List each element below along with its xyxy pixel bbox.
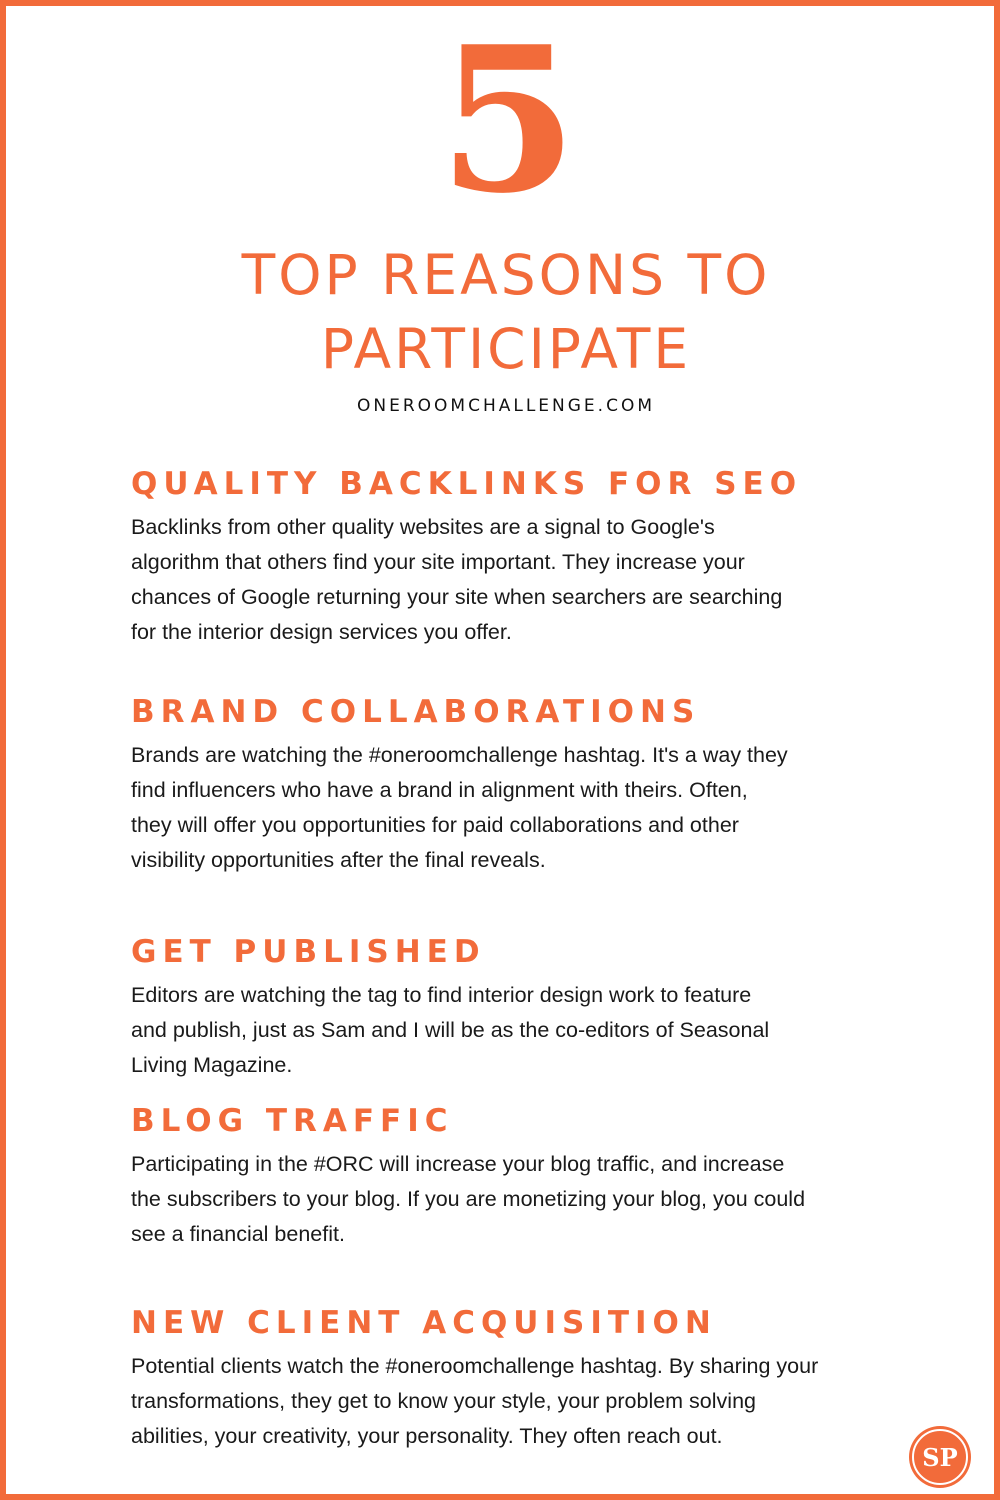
body-line: Backlinks from other quality websites are a signal to Google's xyxy=(131,515,715,539)
section-heading: BLOG TRAFFIC xyxy=(131,1103,454,1139)
section-brand-collaborations xyxy=(131,692,931,878)
body-line: Living Magazine. xyxy=(131,1053,293,1077)
body-line: abilities, your creativity, your personality. They often reach out. xyxy=(131,1424,723,1448)
page-title xyxy=(6,238,1000,386)
section-body xyxy=(131,738,931,878)
section-heading: NEW CLIENT ACQUISITION xyxy=(131,1305,717,1341)
body-line: they will offer you opportunities for paid collaborations and other xyxy=(131,813,739,837)
body-line: Editors are watching the tag to find interior design work to feature xyxy=(131,983,752,1007)
title-line-1: TOP REASONS TO xyxy=(241,243,771,307)
body-line: algorithm that others find your site important. They increase your xyxy=(131,550,745,574)
body-line: the subscribers to your blog. If you are monetizing your blog, you could xyxy=(131,1187,806,1211)
section-body xyxy=(131,1147,931,1252)
section-heading: BRAND COLLABORATIONS xyxy=(131,694,701,730)
big-number: 5 xyxy=(438,3,574,238)
body-line: transformations, they get to know your style, your problem solving xyxy=(131,1389,756,1413)
body-line: Participating in the #ORC will increase your blog traffic, and increase xyxy=(131,1152,785,1176)
body-line: Brands are watching the #oneroomchallenge hashtag. It's a way they xyxy=(131,743,788,767)
section-get-published xyxy=(131,932,931,1083)
section-blog-traffic xyxy=(131,1101,931,1252)
section-quality-backlinks xyxy=(131,464,931,650)
logo-text: SP xyxy=(922,1443,958,1472)
body-line: find influencers who have a brand in alignment with theirs. Often, xyxy=(131,778,748,802)
title-line-2: PARTICIPATE xyxy=(320,317,692,381)
section-body xyxy=(131,510,931,650)
section-heading: GET PUBLISHED xyxy=(131,934,486,970)
section-body xyxy=(131,978,931,1083)
body-line: chances of Google returning your site when searchers are searching xyxy=(131,585,783,609)
body-line: visibility opportunities after the final reveals. xyxy=(131,848,546,872)
body-line: see a financial benefit. xyxy=(131,1222,345,1246)
section-body xyxy=(131,1349,931,1454)
sp-monogram-icon xyxy=(909,1426,971,1488)
section-new-client-acquisition xyxy=(131,1303,931,1454)
body-line: Potential clients watch the #oneroomchallenge hashtag. By sharing your xyxy=(131,1354,819,1378)
body-line: and publish, just as Sam and I will be as the co-editors of Seasonal xyxy=(131,1018,770,1042)
body-line: for the interior design services you offer. xyxy=(131,620,512,644)
section-heading: QUALITY BACKLINKS FOR SEO xyxy=(131,466,803,502)
website-label: ONEROOMCHALLENGE.COM xyxy=(357,396,655,416)
